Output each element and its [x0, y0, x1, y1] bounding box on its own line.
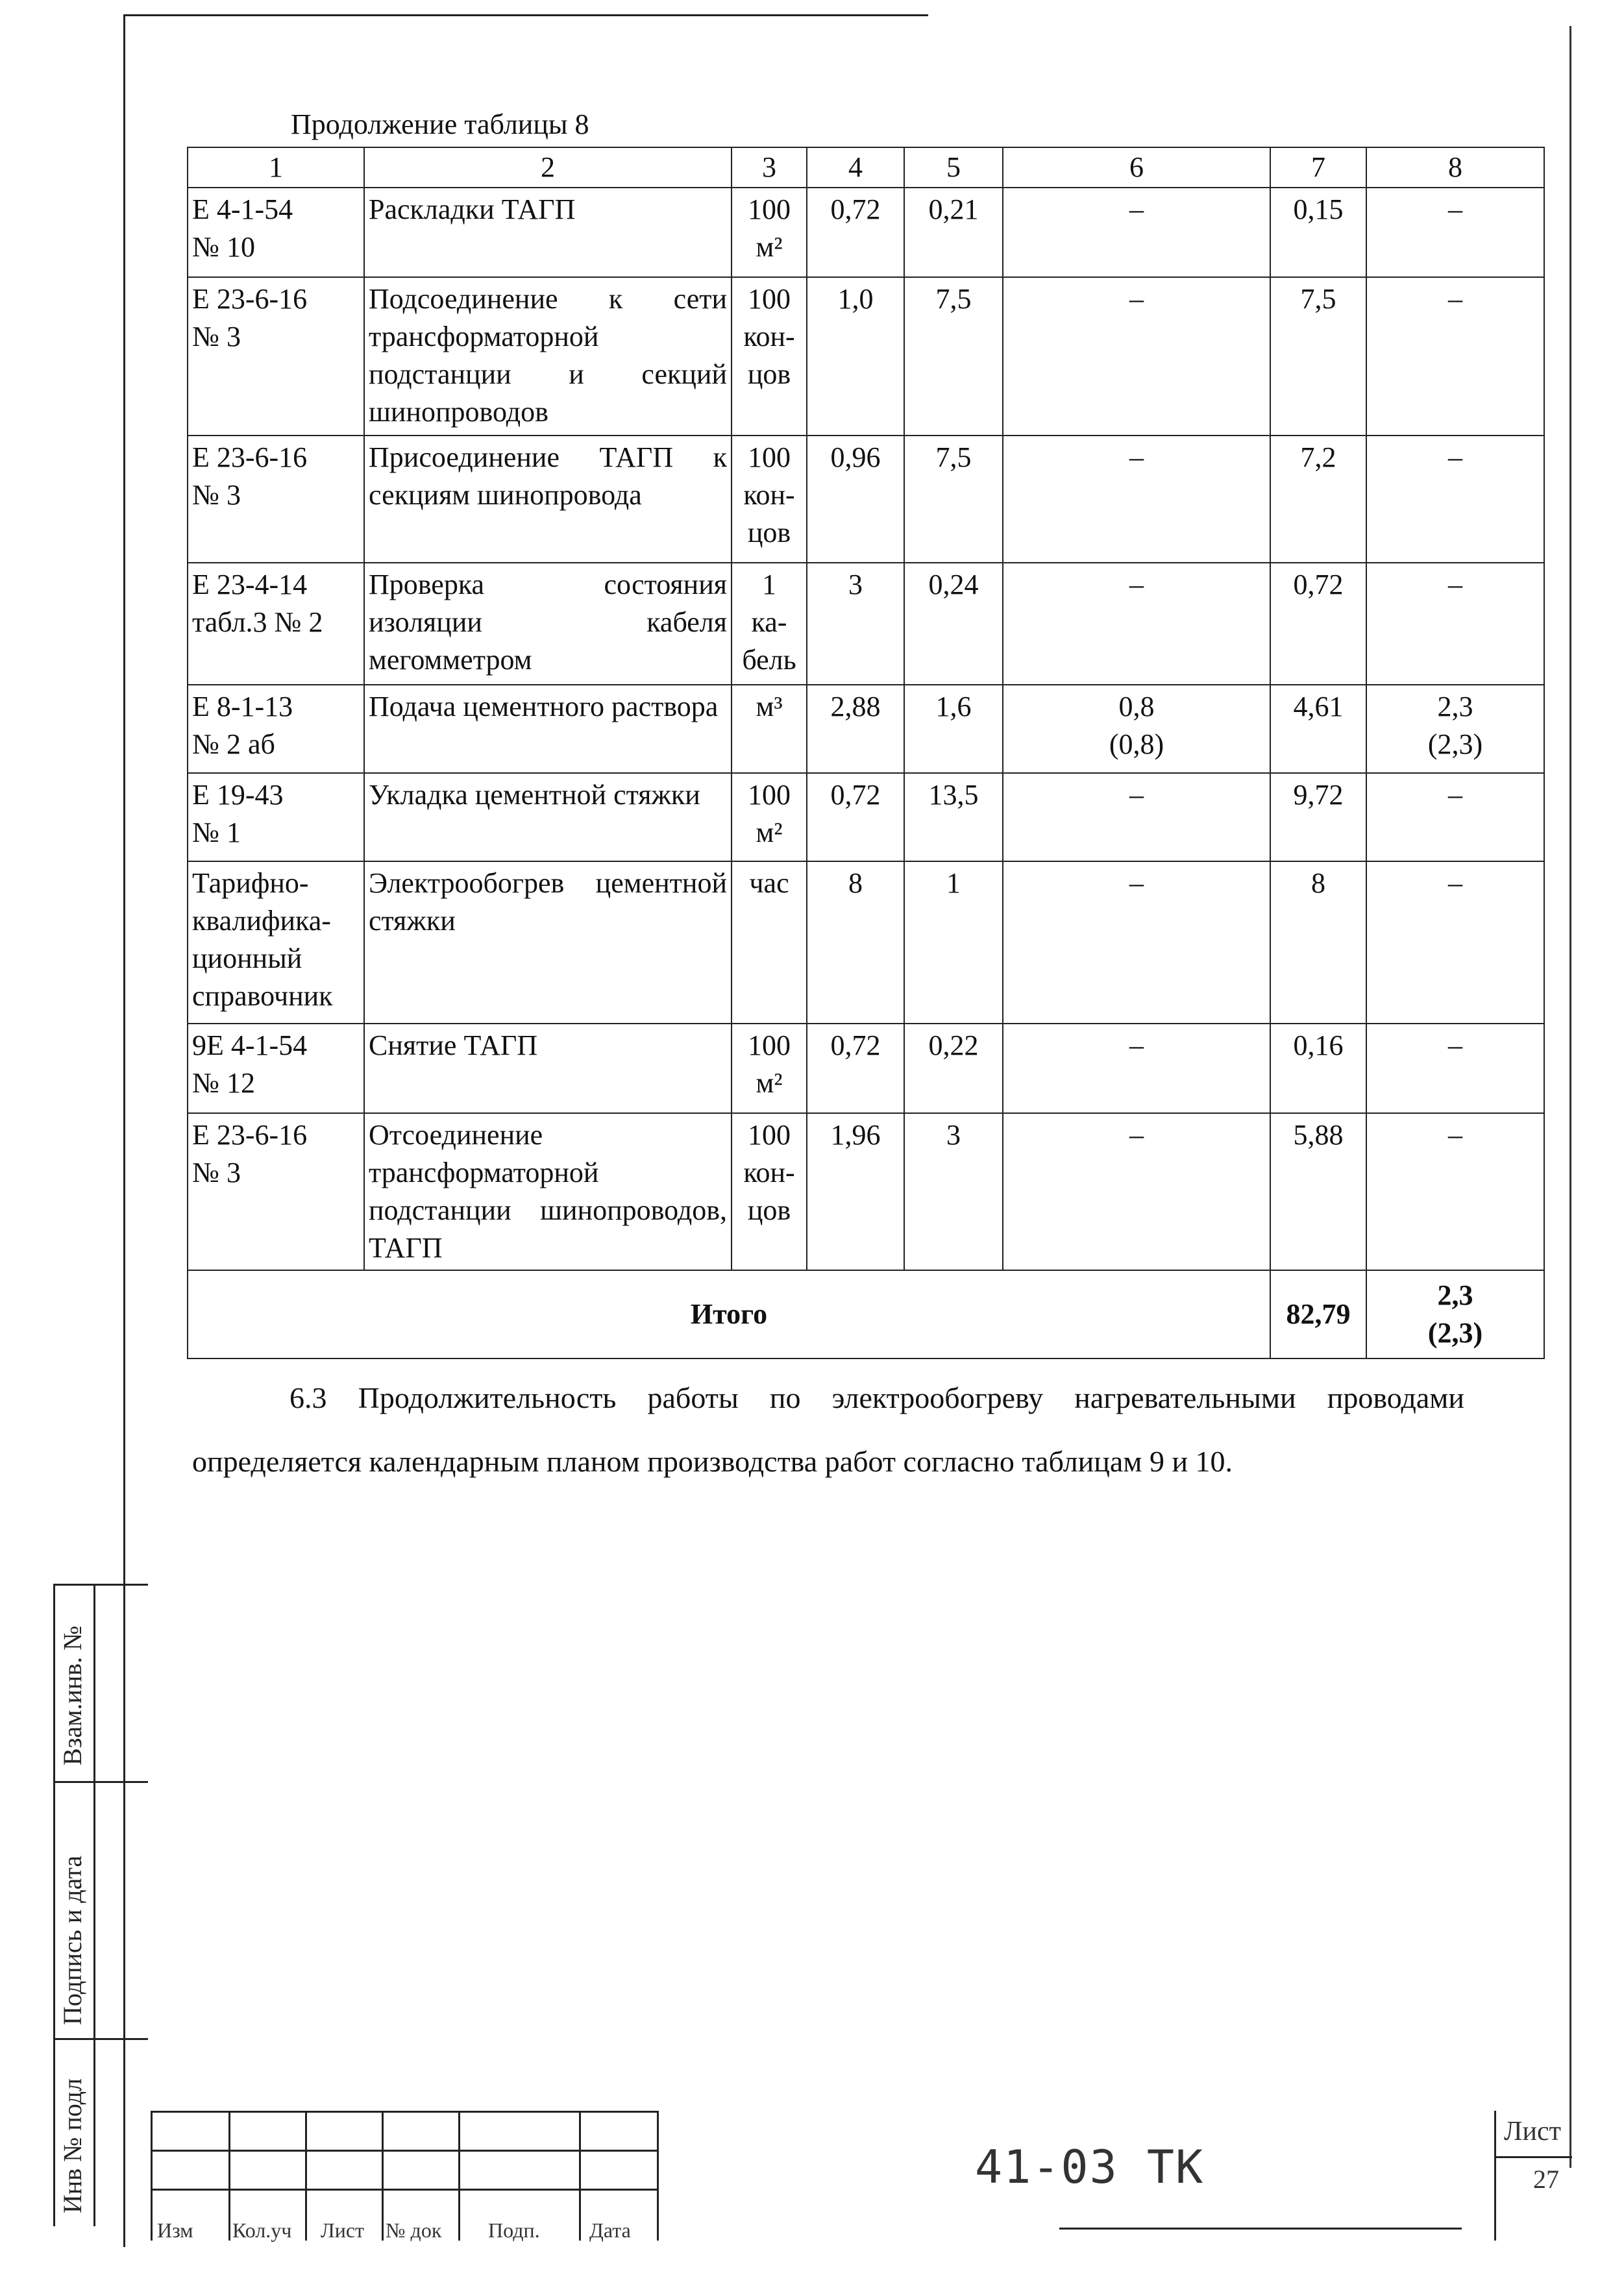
value-cell: 3	[807, 563, 904, 685]
tb-line	[1494, 2111, 1496, 2241]
total-row	[188, 1270, 1544, 1358]
sheet-number: 27	[1533, 2165, 1559, 2194]
tb-line	[382, 2111, 384, 2241]
value-cell: 0,15	[1270, 188, 1366, 277]
value-cell: –	[1003, 188, 1270, 277]
work-name-cell: Присоединение ТАГП к секциям шинопровода	[364, 436, 732, 563]
work-name-cell: Укладка цементной стяжки	[364, 773, 732, 861]
value-cell: –	[1003, 563, 1270, 685]
value-cell: 0,16	[1270, 1024, 1366, 1113]
table-row	[188, 1024, 1544, 1113]
stamp-vzam-label: Взам.инв. №	[58, 1625, 87, 1765]
value-cell: –	[1366, 1113, 1544, 1270]
value-cell: 0,72	[807, 188, 904, 277]
value-cell: 7,5	[904, 277, 1003, 436]
unit-cell: 100 м²	[732, 188, 807, 277]
tb-line	[579, 2111, 581, 2241]
value-cell: –	[1366, 563, 1544, 685]
value-cell: –	[1003, 861, 1270, 1024]
tb-line	[151, 2189, 657, 2191]
work-name-cell: Отсоединение трансформаторной подстанции шинопроводов, ТАГП	[364, 1113, 732, 1270]
tb-line	[228, 2111, 230, 2241]
value-cell: 8	[1270, 861, 1366, 1024]
total-value: 82,79	[1270, 1270, 1366, 1358]
work-name-cell: Подсоединение к сети трансформаторной подстанции и секций шинопроводов	[364, 277, 732, 436]
main-table	[187, 147, 1545, 1359]
value-cell: 4,61	[1270, 685, 1366, 773]
header-cell: 1	[188, 147, 364, 188]
header-cell: 7	[1270, 147, 1366, 188]
work-name-cell: Электрообогрев цементной стяжки	[364, 861, 732, 1024]
tb-line	[1059, 2228, 1462, 2230]
value-cell: 1	[904, 861, 1003, 1024]
tb-label: № док	[386, 2218, 442, 2242]
value-cell: 1,96	[807, 1113, 904, 1270]
value-cell: 3	[904, 1113, 1003, 1270]
value-cell: –	[1003, 773, 1270, 861]
tb-line	[305, 2111, 307, 2241]
left-stamp	[53, 1571, 148, 2226]
value-cell: 8	[807, 861, 904, 1024]
stamp-line	[93, 1584, 95, 2226]
value-cell: –	[1003, 277, 1270, 436]
total-label: Итого	[188, 1270, 1270, 1358]
table-row	[188, 861, 1544, 1024]
norm-cell: Е 19-43 № 1	[188, 773, 364, 861]
value-cell: 5,88	[1270, 1113, 1366, 1270]
sheet-label: Лист	[1504, 2117, 1561, 2146]
table-row	[188, 277, 1544, 436]
value-cell: 0,72	[807, 773, 904, 861]
value-cell: 0,72	[1270, 563, 1366, 685]
value-cell: 9,72	[1270, 773, 1366, 861]
tb-line	[151, 2111, 153, 2241]
unit-cell: 100 кон- цов	[732, 436, 807, 563]
frame-right-line	[1569, 26, 1571, 2168]
body-paragraph: 6.3 Продолжительность работы по электрообогреву нагревательными проводами определяется календарным планом производства работ согласно таблицам 9 и 10.	[192, 1381, 1464, 1478]
header-cell: 6	[1003, 147, 1270, 188]
frame-top-line	[123, 14, 928, 16]
unit-cell: 100 м²	[732, 773, 807, 861]
unit-cell: 100 м²	[732, 1024, 807, 1113]
norm-cell: Е 8-1-13 № 2 аб	[188, 685, 364, 773]
table-row	[188, 563, 1544, 685]
table-row	[188, 188, 1544, 277]
tb-label: Изм	[157, 2218, 193, 2242]
value-cell: –	[1003, 1113, 1270, 1270]
unit-cell: 100 кон- цов	[732, 1113, 807, 1270]
value-cell: 7,5	[1270, 277, 1366, 436]
table-row	[188, 436, 1544, 563]
table-header-row	[188, 147, 1544, 188]
value-cell: 1,0	[807, 277, 904, 436]
tb-line	[657, 2111, 659, 2241]
stamp-line	[53, 1584, 148, 1586]
work-name-cell: Раскладки ТАГП	[364, 188, 732, 277]
tb-label: Лист	[321, 2218, 365, 2242]
stamp-inventory-label: Инв № подл	[58, 2078, 87, 2213]
value-cell: –	[1366, 277, 1544, 436]
norm-cell: 9Е 4-1-54 № 12	[188, 1024, 364, 1113]
norm-cell: Тарифно- квалифика- ционный справочник	[188, 861, 364, 1024]
value-cell: 0,96	[807, 436, 904, 563]
value-cell: 13,5	[904, 773, 1003, 861]
norm-cell: Е 23-6-16 № 3	[188, 436, 364, 563]
value-cell: –	[1366, 773, 1544, 861]
norm-cell: Е 23-4-14 табл.3 № 2	[188, 563, 364, 685]
tb-line	[151, 2111, 657, 2113]
work-name-cell: Снятие ТАГП	[364, 1024, 732, 1113]
table-row	[188, 773, 1544, 861]
stamp-line	[53, 1584, 55, 2226]
stamp-line	[53, 2038, 148, 2040]
stamp-signature-label: Подпись и дата	[58, 1855, 87, 2025]
table-row	[188, 1113, 1544, 1270]
table-caption: Продолжение таблицы 8	[291, 108, 589, 140]
work-name-cell: Проверка состояния изоляции кабеля мегомметром	[364, 563, 732, 685]
value-cell: 0,21	[904, 188, 1003, 277]
work-name-cell: Подача цементного раствора	[364, 685, 732, 773]
value-cell: 1,6	[904, 685, 1003, 773]
value-cell: 2,3 (2,3)	[1366, 685, 1544, 773]
document-code: 41-03 ТК	[975, 2141, 1205, 2194]
norm-cell: Е 4-1-54 № 10	[188, 188, 364, 277]
tb-line	[1494, 2156, 1572, 2158]
tb-line	[458, 2111, 460, 2241]
header-cell: 4	[807, 147, 904, 188]
value-cell: –	[1003, 1024, 1270, 1113]
header-cell: 5	[904, 147, 1003, 188]
tb-line	[151, 2150, 657, 2152]
norm-cell: Е 23-6-16 № 3	[188, 277, 364, 436]
value-cell: 7,2	[1270, 436, 1366, 563]
value-cell: 7,5	[904, 436, 1003, 563]
tb-label: Кол.уч	[232, 2218, 292, 2242]
header-cell: 3	[732, 147, 807, 188]
unit-cell: 100 кон- цов	[732, 277, 807, 436]
unit-cell: час	[732, 861, 807, 1024]
value-cell: –	[1366, 188, 1544, 277]
value-cell: 0,24	[904, 563, 1003, 685]
stamp-line	[53, 1781, 148, 1783]
title-block	[151, 2111, 1572, 2241]
value-cell: –	[1366, 861, 1544, 1024]
unit-cell: м³	[732, 685, 807, 773]
value-cell: –	[1003, 436, 1270, 563]
value-cell: 0,8 (0,8)	[1003, 685, 1270, 773]
value-cell: –	[1366, 436, 1544, 563]
value-cell: 2,88	[807, 685, 904, 773]
total-value: 2,3 (2,3)	[1366, 1270, 1544, 1358]
tb-label: Подп.	[488, 2218, 540, 2242]
norm-cell: Е 23-6-16 № 3	[188, 1113, 364, 1270]
tb-label: Дата	[589, 2218, 631, 2242]
value-cell: 0,22	[904, 1024, 1003, 1113]
header-cell: 2	[364, 147, 732, 188]
table-row	[188, 685, 1544, 773]
header-cell: 8	[1366, 147, 1544, 188]
value-cell: 0,72	[807, 1024, 904, 1113]
unit-cell: 1 ка- бель	[732, 563, 807, 685]
value-cell: –	[1366, 1024, 1544, 1113]
